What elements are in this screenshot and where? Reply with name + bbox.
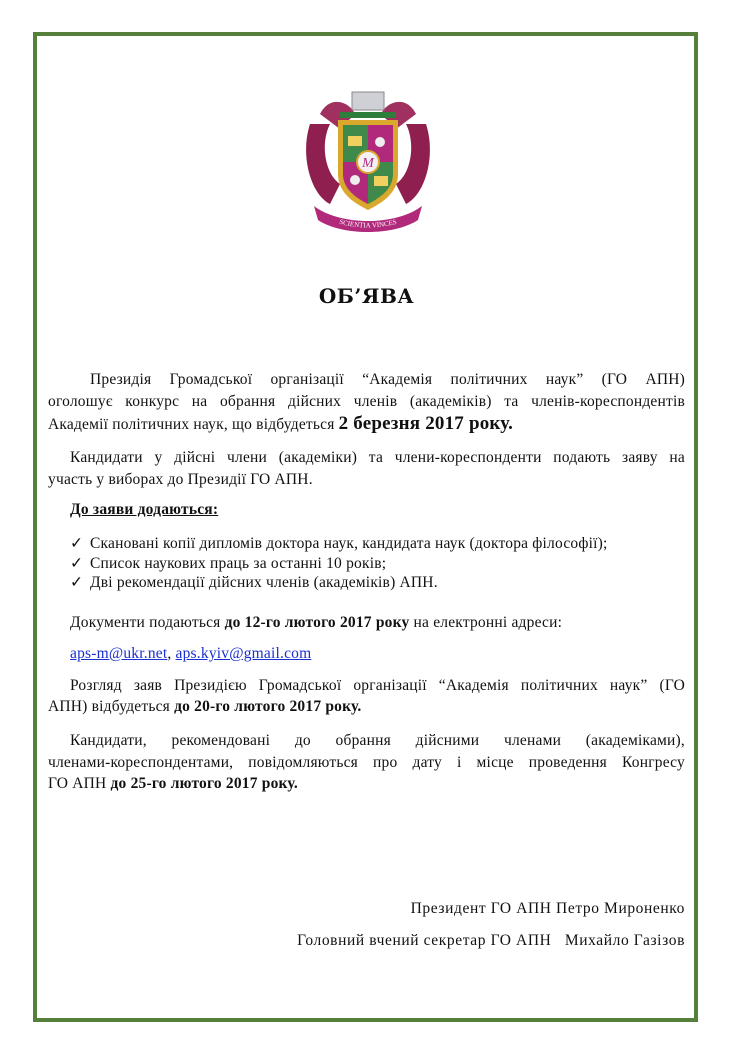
attachments-heading-text: До заяви додаються:: [70, 501, 219, 518]
review-line-2: [48, 697, 685, 717]
intro-text: Академії політичних наук, що відбудеться: [48, 416, 339, 433]
deadline-date: до 12-го лютого 2017 року: [224, 614, 410, 631]
email-link-gmail[interactable]: aps.kyiv@gmail.com: [175, 645, 312, 662]
list-item: [70, 554, 707, 574]
list-item: [70, 534, 707, 554]
list-item-text: Скановані копії дипломів доктора наук, кандидата наук (доктора філософії);: [90, 535, 608, 552]
svg-text:M: M: [362, 156, 374, 171]
checkmark-icon: ✓: [70, 555, 84, 572]
page-title: ОБ’ЯВА: [318, 284, 415, 308]
email-link-ukr[interactable]: aps-m@ukr.net: [70, 645, 168, 662]
separator: ,: [167, 645, 176, 662]
text: ГО АПН: [48, 775, 111, 792]
attachments-heading: [70, 500, 707, 520]
congress-line-2: членами-кореспондентами, повідомляються про дату і місце проведення Конгресу: [48, 754, 685, 771]
text: АПН) відбудеться: [48, 698, 175, 715]
academy-crest-logo: [300, 84, 436, 234]
president-signature: Президент ГО АПН Петро Мироненко: [410, 900, 685, 917]
text: Документи подаються: [70, 614, 225, 631]
checkmark-icon: ✓: [70, 574, 84, 591]
review-line-1: Розгляд заяв Президією Громадської організації “Академія політичних наук” (ГО: [70, 677, 685, 694]
election-date: 2 березня 2017 року.: [338, 413, 514, 434]
intro-line-1: Президія Громадської організації “Академія політичних наук” (ГО АПН): [90, 371, 685, 388]
review-date: до 20-го лютого 2017 року.: [174, 698, 362, 715]
intro-line-2: оголошує конкурс на обрання дійсних членів (академіків) та членів-кореспондентів: [48, 393, 685, 410]
congress-line-3: [48, 774, 685, 794]
list-item-text: Дві рекомендації дійсних членів (академіків) АПН.: [90, 574, 438, 591]
documents-deadline: [70, 613, 707, 633]
email-links: [70, 644, 707, 664]
candidates-line-1: Кандидати у дійсні члени (академіки) та члени-кореспонденти подають заяву на: [70, 449, 685, 466]
list-item-text: Список наукових праць за останні 10 років;: [90, 555, 387, 572]
intro-line-3: [48, 414, 685, 435]
text: на електронні адреси:: [409, 614, 563, 631]
checkmark-icon: ✓: [70, 535, 84, 552]
notify-date: до 25-го лютого 2017 року.: [110, 775, 298, 792]
svg-text:SCIENTIA VINCES: SCIENTIA VINCES: [338, 217, 398, 230]
secretary-signature: Головний вчений секретар ГО АПН Михайло Газізов: [297, 932, 685, 949]
congress-line-1: Кандидати, рекомендовані до обрання дійсними членами (академіками),: [70, 732, 685, 749]
list-item: [70, 573, 707, 593]
candidates-line-2: участь у виборах до Президії ГО АПН.: [48, 471, 313, 488]
